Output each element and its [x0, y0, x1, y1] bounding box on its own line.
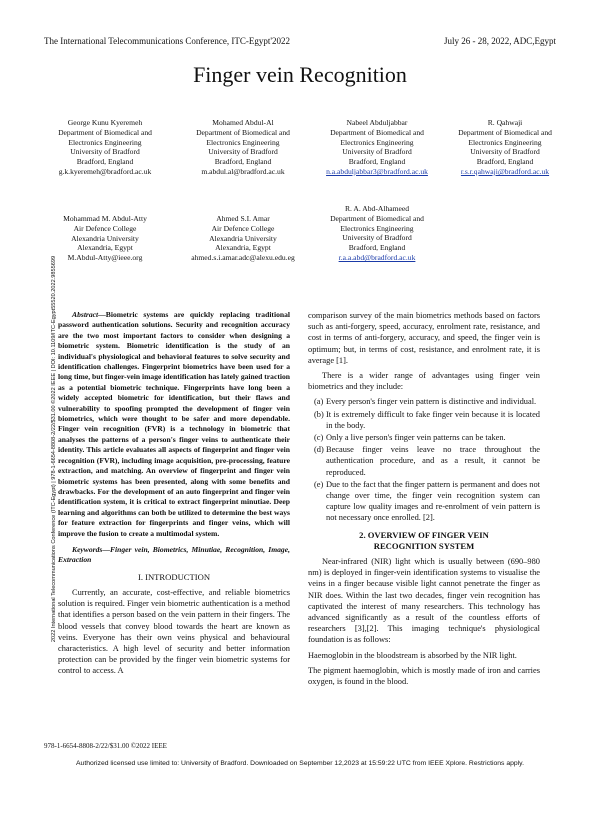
- author-affiliation: Alexandria, Egypt: [215, 243, 271, 253]
- abstract: [58, 310, 290, 539]
- author-block: [312, 118, 442, 177]
- author-email-link[interactable]: n.a.abduljabbar3@bradford.ac.uk: [326, 166, 428, 176]
- paragraph: Currently, an accurate, cost-effective, and reliable biometrics solution is required. Finger vein biometric authentication is a method that identifies a person based on the vein pattern in their fingers. The blood vessels that convey blood towards the heart are known as veins. Everyone has their own veins physical and behavioural characteristics. A high level of security and better information protection can be provided by the finger vein biometric systems for control to access. A: [58, 587, 290, 676]
- abstract-text: —Biometric systems are quickly replacing traditional password authentication solutions. Security and recognition accuracy are the two most important factors to consider when designing a biometric system. Biometric identification is the study of an individual's physiological and behavioral features to solve security and identification challenges. Fingerprint biometrics have been used for a long time, but finger-vein image identification has lately gained traction as a potential biometric technique. Fingerprints have long been a widely accepted biometric for identification, but their flaws and vulnerability to spoofing prompted the development of finger vein biometrics, which were thought to be safer and more dependable. Finger vein recognition (FVR) is a technology in biometric that analyses the patterns of a person's finger veins to authenticate their identity. This article evaluates all aspects of fingerprint and finger vein recognition (FVR), including image acquisition, pre-processing, feature extraction, and matching. An overview of fingerprint and finger vein biometric systems has been presented, along with some benefits and drawbacks. For the development of an auto fingerprint and finger vein identification system, it is critical to extract fingerprint minutiae. Deep learning and algorithms can both be utilized to determine the best ways for feature extraction for fingerprints and finger veins, which will improve the fusion to create a multimodal system.: [58, 310, 290, 538]
- author-affiliation: Bradford, England: [214, 157, 272, 167]
- section-heading: I. INTRODUCTION: [137, 571, 211, 582]
- list-item-text: Every person's finger vein pattern is distinctive and individual.: [326, 397, 537, 407]
- author-email: ahmed.s.i.amar.adc@alexu.edu.eg: [191, 253, 295, 263]
- author-affiliation: Department of Biomedical and: [196, 127, 290, 137]
- author-affiliation: Alexandria University: [71, 233, 139, 243]
- author-affiliation: Air Defence College: [73, 223, 137, 233]
- list-item: [308, 409, 540, 431]
- author-affiliation: Bradford, England: [348, 157, 406, 167]
- advantages-list: [308, 396, 540, 523]
- license-footer: Authorized licensed use limited to: University of Bradford. Downloaded on September 12,2023 at 15:59:22 UTC from IEEE Xplore. Restrictions apply.: [76, 760, 524, 767]
- paper-title: Finger vein Recognition: [193, 62, 407, 87]
- paragraph: Near-infrared (NIR) light which is usually between (690–980 nm) is deployed in finger-vein identification systems to visualise the veins in a finger because visible light cannot penetrate the finger as NIR does. Within the last two decades, finger vein recognition has captivated the interest of many researchers. This technology has advanced significantly as a result of the countless efforts of researchers [3],[2]. This imaging technique's physiological foundation is as follows:: [308, 557, 540, 645]
- author-affiliation: University of Bradford: [70, 147, 140, 157]
- author-email: m.abdul.al@bradford.ac.uk: [201, 166, 285, 176]
- section-heading: 2. OVERVIEW OF FINGER VEIN RECOGNITION SYSTEM: [359, 529, 489, 551]
- list-item-text: Due to the fact that the finger pattern is permanent and does not change over time, the finger vein recognition system can capture low quality images and re-enrolment of vein pattern is not necessary once enrolled. [2].: [326, 479, 540, 523]
- margin-citation: 2022 International Telecommunications Conference (ITC-Egypt) | 978-1-6654-8808-2/22/$31.00 ©2022 IEEE | DOI: 10.1109/ITC-Egypt55520.2022.9855699: [51, 255, 57, 643]
- right-column: [308, 310, 540, 691]
- list-item-text: It is extremely difficult to fake finger vein because it is located in the body.: [326, 409, 540, 430]
- author-email-link[interactable]: r.a.a.abd@bradford.ac.uk: [338, 252, 416, 262]
- list-marker: (a): [314, 397, 324, 407]
- author-name: Nabeel Abduljabbar: [346, 118, 408, 127]
- author-affiliation: Bradford, England: [348, 243, 406, 253]
- list-marker: (b): [314, 409, 324, 419]
- list-item: [308, 444, 540, 478]
- list-item: [308, 432, 540, 443]
- abstract-lead: Abstract: [72, 310, 99, 319]
- author-email: M.Abdul-Atty@ieee.org: [67, 253, 143, 263]
- author-email: g.k.kyeremeh@bradford.ac.uk: [58, 166, 152, 176]
- author-affiliation: Bradford, England: [476, 157, 534, 167]
- paragraph: Haemoglobin in the bloodstream is absorbed by the NIR light.: [308, 650, 517, 660]
- author-affiliation: Electronics Engineering: [340, 223, 414, 233]
- author-affiliation: Electronics Engineering: [68, 137, 142, 147]
- author-affiliation: Electronics Engineering: [468, 137, 542, 147]
- author-affiliation: Air Defence College: [211, 223, 275, 233]
- author-affiliation: Alexandria University: [209, 233, 277, 243]
- author-affiliation: Electronics Engineering: [206, 137, 280, 147]
- author-affiliation: Department of Biomedical and: [330, 213, 424, 223]
- author-affiliation: Department of Biomedical and: [330, 127, 424, 137]
- author-name: Mohamed Abdul-Al: [212, 118, 274, 127]
- paragraph: There is a wider range of advantages using finger vein biometrics and they include:: [308, 371, 540, 392]
- paragraph: comparison survey of the main biometrics methods based on factors such as anti-forgery, speed, accuracy, enrolment rate, resistance, and cost in terms of anti-forgery, accuracy, and speed, the finger vein is optimum; but, in terms of cost, resistance, and enrolment rate, it is average [1].: [308, 311, 540, 365]
- author-affiliation: Alexandria, Egypt: [77, 243, 133, 253]
- author-affiliation: University of Bradford: [342, 233, 412, 243]
- list-item-text: Because finger veins leave no trace throughout the authentication procedure, and as a result, it cannot be reproduced.: [326, 445, 540, 477]
- list-item: [308, 396, 540, 407]
- author-block: [312, 204, 442, 263]
- author-affiliation: University of Bradford: [342, 147, 412, 157]
- author-affiliation: Department of Biomedical and: [458, 127, 552, 137]
- author-email-link[interactable]: r.s.r.qahwaji@bradford.ac.uk: [460, 166, 550, 176]
- conference-date: July 26 - 28, 2022, ADC,Egypt: [443, 36, 556, 46]
- left-column: [58, 310, 290, 681]
- author-name: R. Qahwaji: [487, 118, 523, 127]
- author-affiliation: Electronics Engineering: [340, 137, 414, 147]
- list-marker: (e): [314, 479, 324, 489]
- author-block: [178, 214, 308, 263]
- author-affiliation: University of Bradford: [208, 147, 278, 157]
- author-block: [178, 118, 308, 177]
- list-item: [308, 479, 540, 524]
- conference-header: The International Telecommunications Conference, ITC-Egypt'2022: [44, 36, 290, 46]
- paragraph: The pigment haemoglobin, which is mostly made of iron and carries oxygen, is found in the blood.: [308, 665, 540, 687]
- author-name: Ahmed S.I. Amar: [216, 214, 270, 223]
- author-name: George Kunu Kyeremeh: [67, 118, 143, 127]
- author-affiliation: Department of Biomedical and: [58, 127, 152, 137]
- author-name: Mohammad M. Abdul-Atty: [63, 214, 147, 223]
- author-name: R. A. Abd-Alhameed: [344, 204, 410, 213]
- author-block: [440, 118, 570, 177]
- copyright-footer: 978-1-6654-8808-2/22/$31.00 ©2022 IEEE: [44, 742, 167, 750]
- author-affiliation: University of Bradford: [470, 147, 540, 157]
- list-item-text: Only a live person's finger vein patterns can be taken.: [326, 433, 506, 443]
- keywords: Keywords—Finger vein, Biometrics, Minutiae, Recognition, Image, Extraction: [58, 544, 290, 565]
- list-marker: (d): [314, 445, 324, 455]
- list-marker: (c): [314, 433, 324, 443]
- author-affiliation: Bradford, England: [76, 157, 134, 167]
